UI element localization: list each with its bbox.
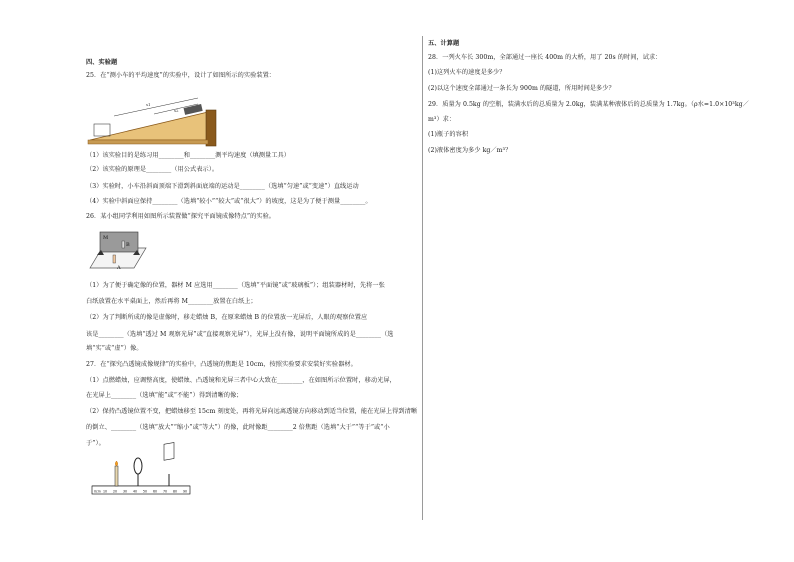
label-s1: s1 xyxy=(146,102,151,107)
q28-stem: 28．一列火车长 300m，全部通过一座长 400m 的大桥，用了 20s 的时间，试求： xyxy=(428,54,662,61)
ruler-label-70: 70 xyxy=(163,489,168,494)
incline-figure xyxy=(86,92,226,148)
label-M: M xyxy=(103,235,109,241)
q26-line-4: 该是________（选填“透过 M 观察光屏”或“直接观察光屏”），光屏上没有像，说明平面镜所成的是________（选 xyxy=(86,331,394,338)
ruler-label-20: 20 xyxy=(113,489,118,494)
ruler-label-10: 10 xyxy=(103,489,108,494)
q26-line-3: （2）为了判断所成的像是虚像时，移走蜡烛 B，在原来蜡烛 B 的位置放一光屏后，人眼的观察位置应 xyxy=(86,314,368,321)
label-A: A xyxy=(117,265,121,271)
label-s2: s2 xyxy=(174,108,179,113)
q26-line-2: 白纸放置在水平桌面上，然后再将 M________放置在白纸上； xyxy=(86,298,257,305)
q25-stem: 25．在“测小车的平均速度”的实验中，设计了如图所示的实验装置： xyxy=(86,72,276,79)
q27-line-2: 在光屏上________（选填“能”或“不能”）得到清晰的像； xyxy=(86,392,243,399)
ruler-label-0: 0cm xyxy=(94,489,101,494)
q25-line-4: （4）实验中斜面应保持________（选填“较小”“较大”或“很大”）的坡度，这是为了便于测量________。 xyxy=(86,198,372,205)
q27-line-1: （1）点燃蜡烛，应调整高度，使蜡烛、凸透镜和光屏三者中心大致在________，在如图所示位置时，移动光屏， xyxy=(86,377,396,384)
q27-line-4: 的倒立、________（选填“放大”“缩小”或“等大”）的像，此时像距________2 倍焦距（选填“大于”“等于”或“小 xyxy=(86,424,390,431)
section-title-calculation: 五、计算题 xyxy=(428,40,460,47)
ruler-label-50: 50 xyxy=(143,489,148,494)
q25-line-3: （3）实验时，小车沿斜面顶端下滑到斜面底端的运动是________（选填“匀速”或“变速”）直线运动 xyxy=(86,183,359,190)
q27-stem: 27．在“探究凸透镜成像规律”的实验中，凸透镜的焦距是 10cm，按照实验要求安装好实验器材。 xyxy=(86,361,357,368)
q25-line-2: （2）该实验的原理是________（用公式表示）。 xyxy=(86,166,219,173)
column-divider xyxy=(422,36,423,520)
q26-line-5: 填“实”或“虚”）像。 xyxy=(86,345,143,352)
section-title-experiment: 四、实验题 xyxy=(86,59,118,66)
q26-line-1: （1）为了便于确定像的位置，器材 M 应选用________（选填“平面镜”或“玻璃板”）；组装器材时，先将一张 xyxy=(86,282,385,289)
q28-line-2: (2)以这个速度全部通过一条长为 900m 的隧道，所用时间是多少？ xyxy=(428,85,615,92)
q27-line-3: （2）保持凸透镜位置不变，把蜡烛移至 15cm 刻度处，再将光屏向远离透镜方向移动到适当位置，能在光屏上得到清晰 xyxy=(86,408,418,415)
q26-stem: 26．某小组同学利用如图所示装置做“探究平面镜成像特点”的实验。 xyxy=(86,213,276,220)
q25-line-1: （1）该实验目的是练习用________和________测平均速度（填测量工具） xyxy=(86,152,290,159)
ruler-label-90: 90 xyxy=(183,489,188,494)
optical-bench-figure xyxy=(86,452,196,498)
ruler-label-80: 80 xyxy=(173,489,178,494)
ruler-label-40: 40 xyxy=(133,489,138,494)
q29-line-1: (1)瓶子的容积 xyxy=(428,131,469,138)
q27-line-5: 于”）。 xyxy=(86,440,105,447)
q28-line-1: (1)这列火车的速度是多少？ xyxy=(428,69,506,76)
ruler-label-30: 30 xyxy=(123,489,128,494)
ruler-label-60: 60 xyxy=(153,489,158,494)
label-B: B xyxy=(126,242,130,248)
q29-stem: 29．质量为 0.5kg 的空瓶，装满水后的总质量为 2.0kg，装满某种液体后的总质量为 1.7kg。（ρ水=1.0×10³kg／ xyxy=(428,101,749,108)
q29-stem-cont: m³）求： xyxy=(428,116,456,123)
mirror-figure xyxy=(88,228,150,274)
q29-line-2: (2)液体密度为多少 kg／m³？ xyxy=(428,147,512,154)
